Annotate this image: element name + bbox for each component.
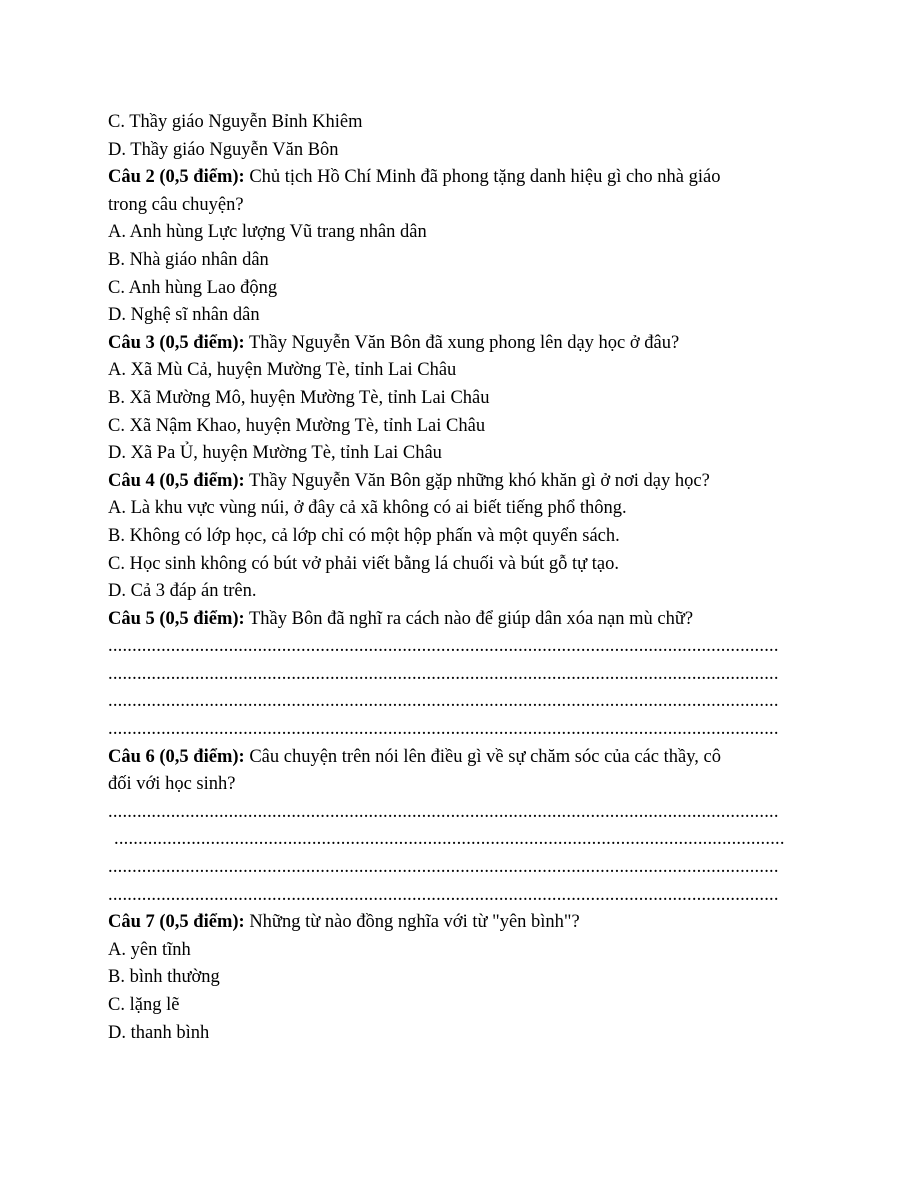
question-text-continued: trong câu chuyện?	[108, 194, 244, 215]
option-line: D. thanh bình	[108, 1022, 210, 1043]
option-line: B. Nhà giáo nhân dân	[108, 249, 269, 270]
answer-line[interactable]: ...........................................................................................................................................	[108, 801, 779, 822]
question-label: Câu 4 (0,5 điểm):	[108, 470, 245, 491]
question-heading	[108, 330, 810, 358]
answer-line[interactable]: ...........................................................................................................................................	[108, 857, 779, 878]
question-text: Những từ nào đồng nghĩa với từ "yên bình"?	[244, 912, 580, 933]
option-line: B. Không có lớp học, cả lớp chỉ có một hộp phấn và một quyển sách.	[108, 525, 620, 546]
option-line: D. Cả 3 đáp án trên.	[108, 581, 257, 602]
question-label: Câu 7 (0,5 điểm):	[108, 912, 245, 933]
answer-line[interactable]: ...........................................................................................................................................	[108, 663, 779, 684]
option-line: C. Anh hùng Lao động	[108, 277, 278, 298]
question-label: Câu 2 (0,5 điểm):	[108, 167, 245, 188]
question-label: Câu 3 (0,5 điểm):	[108, 332, 245, 353]
question-text: Chủ tịch Hồ Chí Minh đã phong tặng danh hiệu gì cho nhà giáo	[244, 167, 721, 188]
question-heading	[108, 909, 810, 937]
option-line: A. Xã Mù Cả, huyện Mường Tè, tỉnh Lai Châu	[108, 360, 457, 381]
question-text-continued: đối với học sinh?	[108, 774, 236, 795]
option-line: C. Xã Nậm Khao, huyện Mường Tè, tỉnh Lai Châu	[108, 415, 486, 436]
answer-line[interactable]: ...........................................................................................................................................	[108, 636, 779, 657]
answer-line[interactable]: ...........................................................................................................................................	[108, 884, 779, 905]
question-heading	[108, 744, 810, 772]
answer-line[interactable]: ...........................................................................................................................................	[108, 691, 779, 712]
answer-line[interactable]: ...........................................................................................................................................	[108, 719, 779, 740]
question-text: Câu chuyện trên nói lên điều gì về sự chăm sóc của các thầy, cô	[244, 746, 721, 767]
option-line: A. Anh hùng Lực lượng Vũ trang nhân dân	[108, 222, 427, 243]
question-text: Thầy Nguyễn Văn Bôn đã xung phong lên dạy học ở đâu?	[244, 332, 680, 353]
question-heading	[108, 606, 810, 634]
answer-line[interactable]: ...........................................................................................................................................	[114, 829, 785, 850]
option-line: A. Là khu vực vùng núi, ở đây cả xã không có ai biết tiếng phổ thông.	[108, 498, 627, 519]
option-line: D. Thầy giáo Nguyễn Văn Bôn	[108, 139, 339, 160]
option-line: C. Học sinh không có bút vở phải viết bằng lá chuối và bút gỗ tự tạo.	[108, 553, 620, 574]
question-heading	[108, 164, 810, 192]
option-line: B. bình thường	[108, 967, 220, 988]
question-text: Thầy Nguyễn Văn Bôn gặp những khó khăn gì ở nơi dạy học?	[244, 470, 710, 491]
option-line: C. Thầy giáo Nguyễn Bỉnh Khiêm	[108, 112, 363, 132]
question-heading	[108, 468, 810, 496]
option-line: A. yên tĩnh	[108, 939, 191, 960]
option-line: C. lặng lẽ	[108, 995, 180, 1015]
question-label: Câu 6 (0,5 điểm):	[108, 746, 245, 767]
option-line: D. Nghệ sĩ nhân dân	[108, 305, 260, 326]
question-label: Câu 5 (0,5 điểm):	[108, 608, 245, 629]
document-content	[108, 109, 810, 1047]
option-line: B. Xã Mường Mô, huyện Mường Tè, tỉnh Lai Châu	[108, 387, 490, 408]
option-line: D. Xã Pa Ủ, huyện Mường Tè, tỉnh Lai Châu	[108, 443, 442, 464]
question-text: Thầy Bôn đã nghĩ ra cách nào để giúp dân xóa nạn mù chữ?	[244, 608, 694, 629]
